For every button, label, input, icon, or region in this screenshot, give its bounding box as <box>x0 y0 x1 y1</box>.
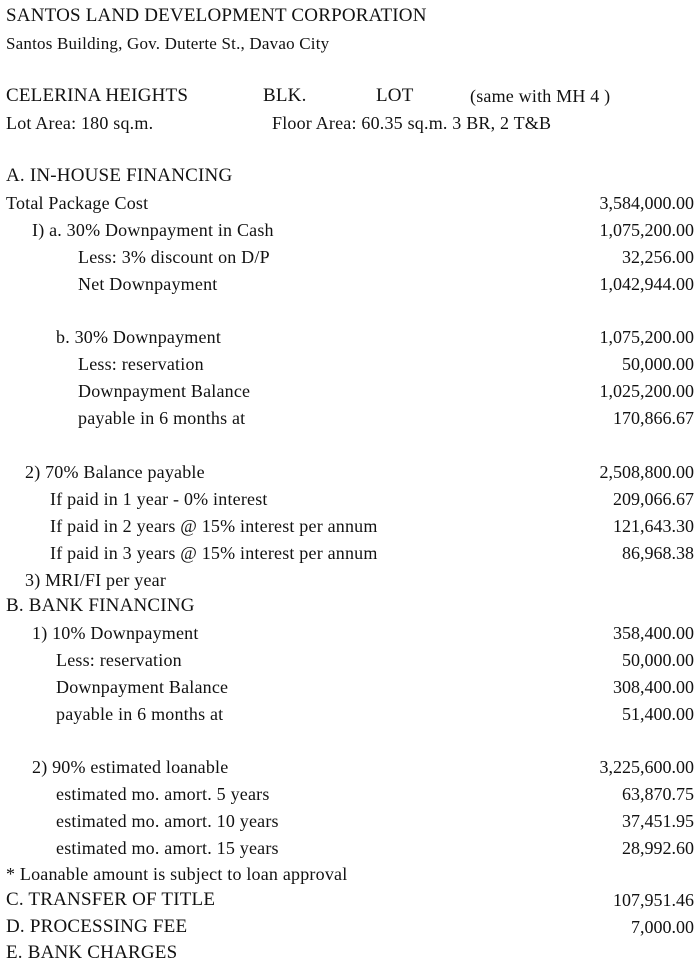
option-b-label: b. 30% Downpayment <box>56 327 222 347</box>
net-dp-label: Net Downpayment <box>78 274 218 294</box>
mri-label: 3) MRI/FI per year <box>25 570 167 590</box>
amort-5-label: estimated mo. amort. 5 years <box>56 784 270 804</box>
one-year-value: 209,066.67 <box>613 489 694 509</box>
bank-payable-value: 51,400.00 <box>622 704 694 724</box>
option-a-value: 1,075,200.00 <box>599 220 694 240</box>
dp-balance-label: Downpayment Balance <box>78 381 251 401</box>
model-note: (same with MH 4 ) <box>470 86 611 106</box>
balance-payable-value: 2,508,800.00 <box>599 462 694 482</box>
loanable-value: 3,225,600.00 <box>599 757 694 777</box>
company-name: SANTOS LAND DEVELOPMENT CORPORATION <box>6 5 427 26</box>
amort-15-label: estimated mo. amort. 15 years <box>56 838 279 858</box>
bank-dp-balance-label: Downpayment Balance <box>56 677 229 697</box>
bank-dp-balance-value: 308,400.00 <box>613 677 694 697</box>
two-year-label: If paid in 2 years @ 15% interest per annum <box>50 516 378 536</box>
three-year-value: 86,968.38 <box>622 543 694 563</box>
option-b-value: 1,075,200.00 <box>599 327 694 347</box>
transfer-title-label: C. TRANSFER OF TITLE <box>6 889 216 910</box>
reservation-label: Less: reservation <box>78 354 204 374</box>
bank-payable-label: payable in 6 months at <box>56 704 224 724</box>
reservation-value: 50,000.00 <box>622 354 694 374</box>
option-a-label: I) a. 30% Downpayment in Cash <box>32 220 274 240</box>
net-dp-value: 1,042,944.00 <box>599 274 694 294</box>
balance-payable-label: 2) 70% Balance payable <box>25 462 205 482</box>
bank-dp-label: 1) 10% Downpayment <box>32 623 199 643</box>
section-b-title: B. BANK FINANCING <box>6 595 195 616</box>
total-package-label: Total Package Cost <box>6 193 149 213</box>
bank-reservation-label: Less: reservation <box>56 650 182 670</box>
bank-reservation-value: 50,000.00 <box>622 650 694 670</box>
processing-fee-label: D. PROCESSING FEE <box>6 916 188 937</box>
loan-approval-note: * Loanable amount is subject to loan approval <box>6 864 348 884</box>
lot-label: LOT <box>376 85 414 106</box>
processing-fee-value: 7,000.00 <box>631 917 694 937</box>
dp-balance-value: 1,025,200.00 <box>599 381 694 401</box>
payable-value: 170,866.67 <box>613 408 694 428</box>
two-year-value: 121,643.30 <box>613 516 694 536</box>
project-name: CELERINA HEIGHTS <box>6 85 189 106</box>
payable-label: payable in 6 months at <box>78 408 246 428</box>
discount-label: Less: 3% discount on D/P <box>78 247 270 267</box>
transfer-title-value: 107,951.46 <box>613 890 694 910</box>
discount-value: 32,256.00 <box>622 247 694 267</box>
total-package-value: 3,584,000.00 <box>599 193 694 213</box>
bank-dp-value: 358,400.00 <box>613 623 694 643</box>
loanable-label: 2) 90% estimated loanable <box>32 757 229 777</box>
amort-15-value: 28,992.60 <box>622 838 694 858</box>
blk-label: BLK. <box>263 85 307 106</box>
three-year-label: If paid in 3 years @ 15% interest per annum <box>50 543 378 563</box>
one-year-label: If paid in 1 year - 0% interest <box>50 489 268 509</box>
bank-charges-label: E. BANK CHARGES <box>6 942 178 963</box>
company-address: Santos Building, Gov. Duterte St., Davao City <box>6 34 330 53</box>
lot-area: Lot Area: 180 sq.m. <box>6 113 154 133</box>
amort-10-label: estimated mo. amort. 10 years <box>56 811 279 831</box>
amort-10-value: 37,451.95 <box>622 811 694 831</box>
floor-area: Floor Area: 60.35 sq.m. 3 BR, 2 T&B <box>272 113 552 133</box>
amort-5-value: 63,870.75 <box>622 784 694 804</box>
section-a-title: A. IN-HOUSE FINANCING <box>6 165 233 186</box>
